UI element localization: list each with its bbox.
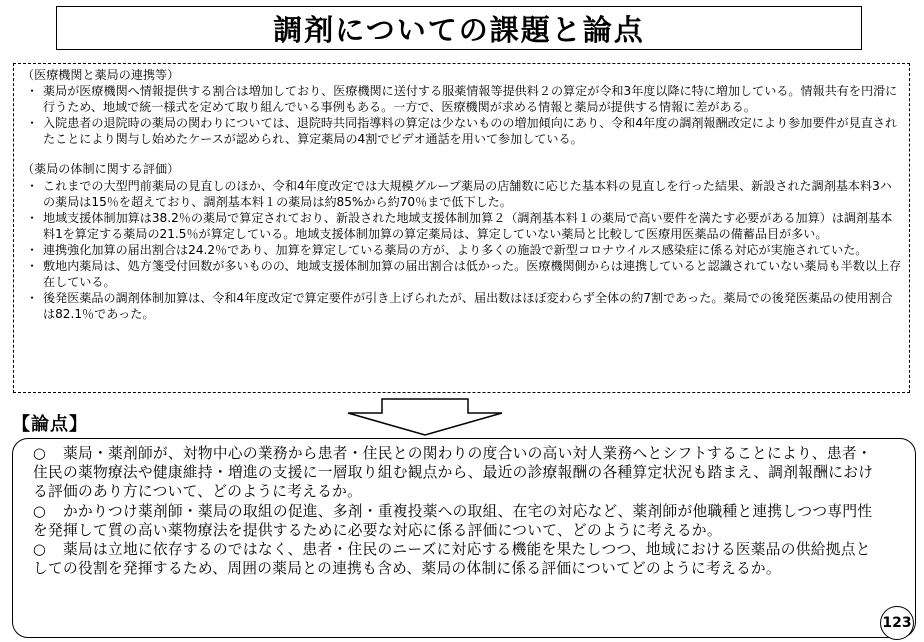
down-arrow-icon (346, 398, 504, 436)
ronten-text: 薬局は立地に依存するのではなく、患者・住民のニーズに対応する機能を果たしつつ、地域における医薬品の供給拠点としての役割を発揮するため、周囲の薬局との連携も含め、薬局の体制に係る評価についてどのように考えるか。 (33, 541, 871, 578)
ronten-item (33, 444, 879, 502)
bullet-text: これまでの大型門前薬局の見直しのほか、令和4年度改定では大規模グループ薬局の店舗数に応じた基本料の見直しを行った結果、新設された調剤基本料3ハの薬局は15％を超えており、調剤基本料１の薬局は約85%から約70％まで低下した。 (43, 178, 892, 209)
section-heading: （医療機関と薬局の連携等） (22, 68, 180, 82)
ronten-text: 薬局・薬剤師が、対物中心の業務から患者・住民との関わりの度合いの高い対人業務へとシフトすることにより、患者・住民の薬物療法や健康維持・増進の支援に一層取り組む観点から、最近の診療報酬の各種算定状況も踏まえ、調剤報酬における評価のあり方について、どのように考えるか。 (33, 445, 874, 501)
bullet-item (20, 210, 903, 242)
ronten-item (33, 540, 879, 578)
bullet-text: 敷地内薬局は、処方箋受付回数が多いものの、地域支援体制加算の届出割合は低かった。医療機関側からは連携していると認識されていない薬局も半数以上存在している。 (43, 259, 902, 290)
ronten-item (33, 502, 879, 540)
circle-mark: ○ (33, 541, 47, 559)
page-title: 調剤についての課題と論点 (273, 12, 645, 47)
title-box (56, 6, 862, 50)
bullet-mark: ・ (26, 259, 39, 274)
bullet-text: 入院患者の退院時の薬局の関わりについては、退院時共同指導料の算定は少ないものの増加傾向にあり、令和4年度の調剤報酬改定により参加要件が見直されたことにより関与し始めたケースが認められ、算定薬局の4割でビデオ通話を用いて参加している。 (43, 116, 898, 147)
circle-mark: ○ (33, 502, 47, 520)
bullet-item (20, 178, 903, 210)
bullet-mark: ・ (26, 178, 39, 193)
page-number: 123 (880, 606, 914, 640)
ronten-text: かかりつけ薬剤師・薬局の取組の促進、多剤・重複投薬への取組、在宅の対応など、薬剤師が他職種と連携しつつ専門性を発揮して質の高い薬物療法を提供するために必要な対応に係る評価について、どのように考えるか。 (33, 502, 873, 539)
bullet-item (20, 258, 903, 290)
ronten-label: 【論点】 (12, 414, 88, 435)
bullet-item (20, 242, 903, 258)
bullet-mark: ・ (26, 116, 39, 131)
bullet-text: 薬局が医療機関へ情報提供する割合は増加しており、医療機関に送付する服薬情報等提供料２の算定が令和3年度以降に特に増加している。情報共有を円滑に行うため、地域で統一様式を定めて取り組んでいる事例もある。一方で、医療機関が求める情報と薬局が提供する情報に差がある。 (43, 84, 898, 115)
bullet-mark: ・ (26, 210, 39, 225)
bullet-text: 連携強化加算の届出割合は24.2％であり、加算を算定している薬局の方が、より多くの施設で新型コロナウイルス感染症に係る対応が実施されていた。 (43, 242, 868, 257)
section-coordination (20, 67, 903, 147)
bullet-item (20, 115, 903, 147)
issues-box (13, 63, 910, 393)
section-heading: （薬局の体制に関する評価） (22, 162, 180, 177)
bullet-item (20, 83, 903, 115)
bullet-text: 後発医薬品の調剤体制加算は、令和4年度改定で算定要件が引き上げられたが、届出数はほぼ変わらず全体の約7割であった。薬局での後発医薬品の使用割合は82.1％であった。 (43, 291, 893, 322)
bullet-item (20, 290, 903, 322)
section-pharmacy-system (20, 161, 903, 322)
bullet-mark: ・ (26, 291, 39, 306)
bullet-mark: ・ (26, 242, 39, 257)
bullet-text: 地域支援体制加算は38.2％の薬局で算定されており、新設された地域支援体制加算２（調剤基本料１の薬局で高い要件を満たす必要がある加算）は調剤基本料1を算定する薬局の21.5％が算定している。地域支援体制加算の算定薬局は、算定していない薬局と比較して医療用医薬品の備蓄品目が多い。 (43, 210, 893, 241)
bullet-mark: ・ (26, 84, 39, 99)
ronten-box (12, 438, 916, 638)
circle-mark: ○ (33, 445, 47, 462)
